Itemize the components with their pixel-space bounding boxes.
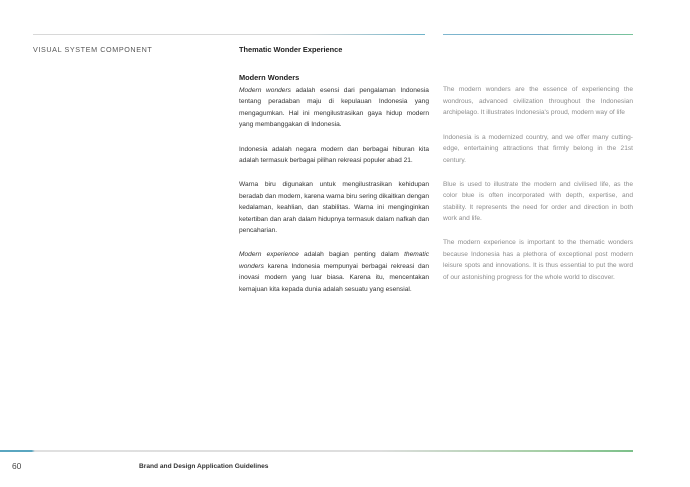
indonesian-column — [239, 73, 429, 295]
page-number: 60 — [12, 461, 22, 471]
english-paragraph-3: Blue is used to illustrate the modern and civilised life, as the color blue is often incorporated with depth, expertise, and stability. It represents the need for order and direction in both work and life. — [443, 180, 633, 223]
modern-experience-term: Modern experience — [239, 251, 299, 259]
indonesian-paragraph-3: Warna biru digunakan untuk mengilustrasikan kehidupan beradab dan modern, karena warna biru sering dikaitkan dengan kedalaman, keahlian, dan stabilitas. Warna ini menginginkan ketertiban dan arah dalam hidupnya termasuk dalam nafkah dan pencaharian. — [239, 181, 429, 235]
footer-document-title: Brand and Design Application Guidelines — [139, 463, 269, 470]
english-paragraph-2: Indonesia is a modernized country, and we offer many cutting-edge, entertaining attractions that firmly belong in the 21st century. — [443, 133, 633, 164]
modern-wonders-heading: Modern Wonders — [239, 73, 300, 82]
indonesian-paragraph-4 — [239, 249, 429, 295]
thematic-wonders-term: thematic wonders — [239, 251, 429, 270]
topic-title: Thematic Wonder Experience — [239, 45, 343, 54]
english-paragraph-4: The modern experience is important to the thematic wonders because Indonesia has a plethora of exceptional post modern leisure spots and innovations. It is thus essential to put the word of our astonishing progress for the whole world to discover. — [443, 238, 633, 281]
indonesian-paragraph-1 — [239, 85, 429, 131]
indonesian-paragraph-4-mid: adalah bagian penting dalam — [298, 251, 405, 259]
english-column — [443, 84, 633, 283]
indonesian-paragraph-2: Indonesia adalah negara modern dan berbagai hiburan kita adalah termasuk berbagai pilihan rekreasi populer abad 21. — [239, 145, 429, 165]
section-label: VISUAL SYSTEM COMPONENT — [33, 45, 153, 54]
top-rule-left — [33, 34, 425, 35]
modern-wonders-term: Modern wonders — [239, 86, 291, 94]
english-paragraph-1: The modern wonders are the essence of experiencing the wondrous, advanced civilization throughout the Indonesian archipelago. It illustrates Indonesia's proud, modern way of life — [443, 86, 633, 117]
top-rule-right — [443, 34, 633, 35]
indonesian-paragraph-1-text: adalah esensi dari pengalaman Indonesia tentang peradaban maju di kepulauan Indonesia yang mengagumkan. Hal ini mengilustrasikan gaya hidup modern yang membanggakan di Indonesia. — [239, 86, 429, 129]
indonesian-paragraph-4-text: karena Indonesia mempunyai berbagai rekreasi dan inovasi modern yang luar biasa. Karena itu, mencentakan kemajuan kita kepada dunia adalah sesuatu yang esensial. — [239, 262, 429, 293]
bottom-rule — [0, 450, 633, 452]
